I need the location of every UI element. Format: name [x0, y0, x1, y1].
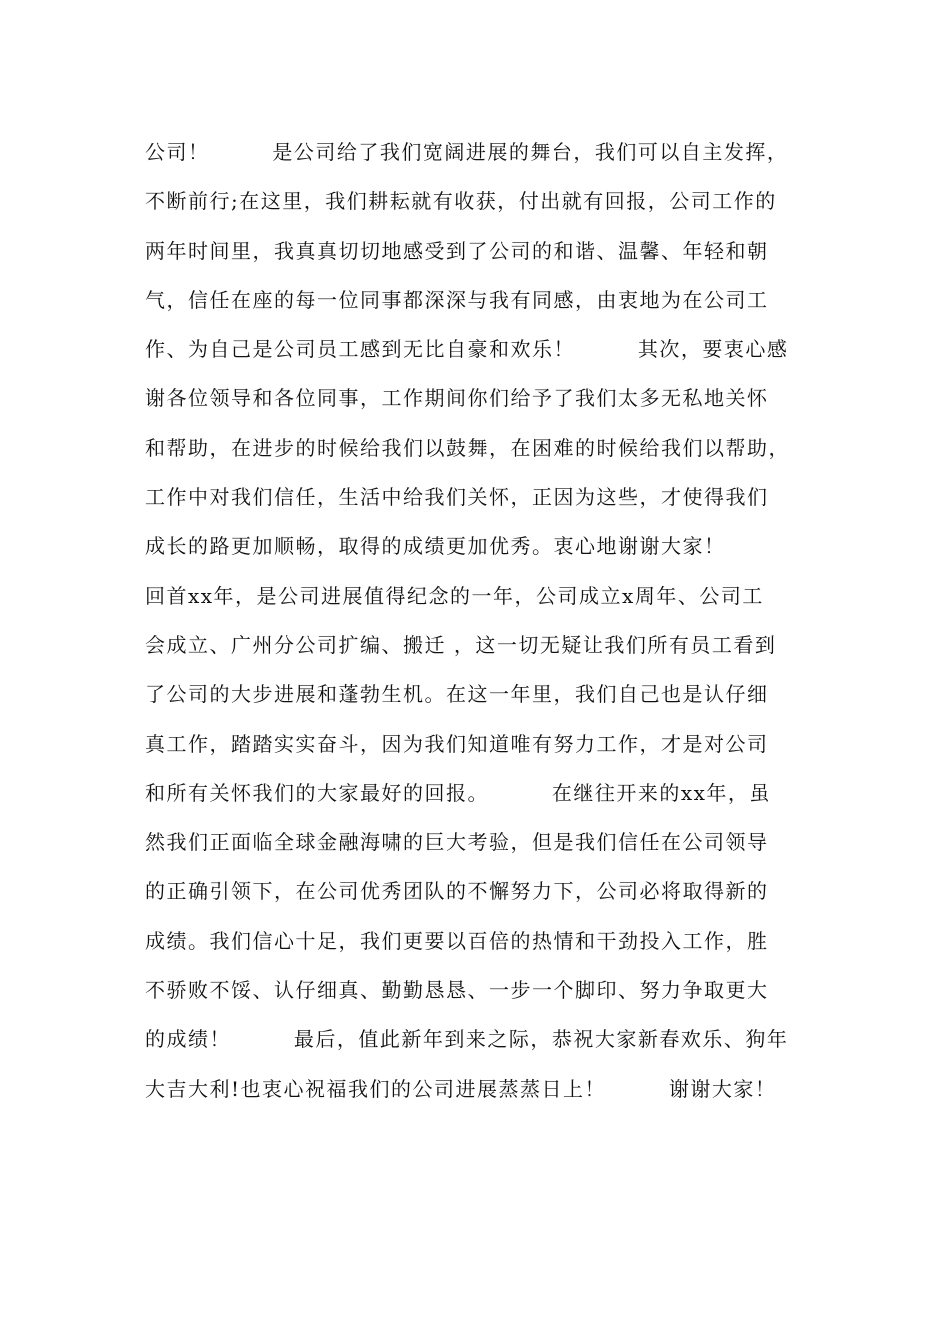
text-line: 回首xx年，是公司进展值得纪念的一年，公司成立x周年、公司工: [145, 583, 764, 608]
text-line: 和帮助，在进步的时候给我们以鼓舞，在困难的时候给我们以帮助，: [145, 435, 790, 460]
text-line: 成长的路更加顺畅，取得的成绩更加优秀。衷心地谢谢大家！: [145, 534, 726, 559]
text-line: 的正确引领下，在公司优秀团队的不懈努力下，公司必将取得新的: [145, 879, 769, 904]
text-line: 成绩。我们信心十足，我们更要以百倍的热情和干劲投入工作，胜: [145, 928, 769, 953]
text-line: 大吉大利!也衷心祝福我们的公司进展蒸蒸日上！ 谢谢大家！: [145, 1076, 777, 1101]
text-line: 不骄败不馁、认仔细真、勤勤恳恳、一步一个脚印、努力争取更大: [145, 978, 769, 1003]
text-line: 公司！ 是公司给了我们宽阔进展的舞台，我们可以自主发挥，: [145, 140, 789, 164]
text-line: 会成立、广州分公司扩编、搬迁 ，这一切无疑让我们所有员工看到: [145, 632, 777, 657]
text-line: 谢各位领导和各位同事，工作期间你们给予了我们太多无私地关怀: [145, 386, 769, 411]
text-line: 作、为自己是公司员工感到无比自豪和欢乐！ 其次，要衷心感: [145, 337, 789, 362]
text-line: 气，信任在座的每一位同事都深深与我有同感，由衷地为在公司工: [145, 287, 769, 312]
text-line: 两年时间里，我真真切切地感受到了公司的和谐、温馨、年轻和朝: [145, 238, 769, 263]
text-line: 然我们正面临全球金融海啸的巨大考验，但是我们信任在公司领导: [145, 830, 769, 855]
text-line: 了公司的大步进展和蓬勃生机。在这一年里，我们自己也是认仔细: [145, 682, 769, 707]
text-line: 不断前行;在这里，我们耕耘就有收获，付出就有回报，公司工作的: [145, 189, 777, 214]
body-text: [145, 128, 835, 1114]
text-line: 真工作，踏踏实实奋斗，因为我们知道唯有努力工作，才是对公司: [145, 731, 769, 756]
text-line: 的成绩！ 最后，值此新年到来之际，恭祝大家新春欢乐、狗年: [145, 1027, 789, 1052]
text-line: 和所有关怀我们的大家最好的回报。 在继往开来的xx年，虽: [145, 780, 771, 805]
text-line: 工作中对我们信任，生活中给我们关怀，正因为这些，才使得我们: [145, 485, 769, 510]
